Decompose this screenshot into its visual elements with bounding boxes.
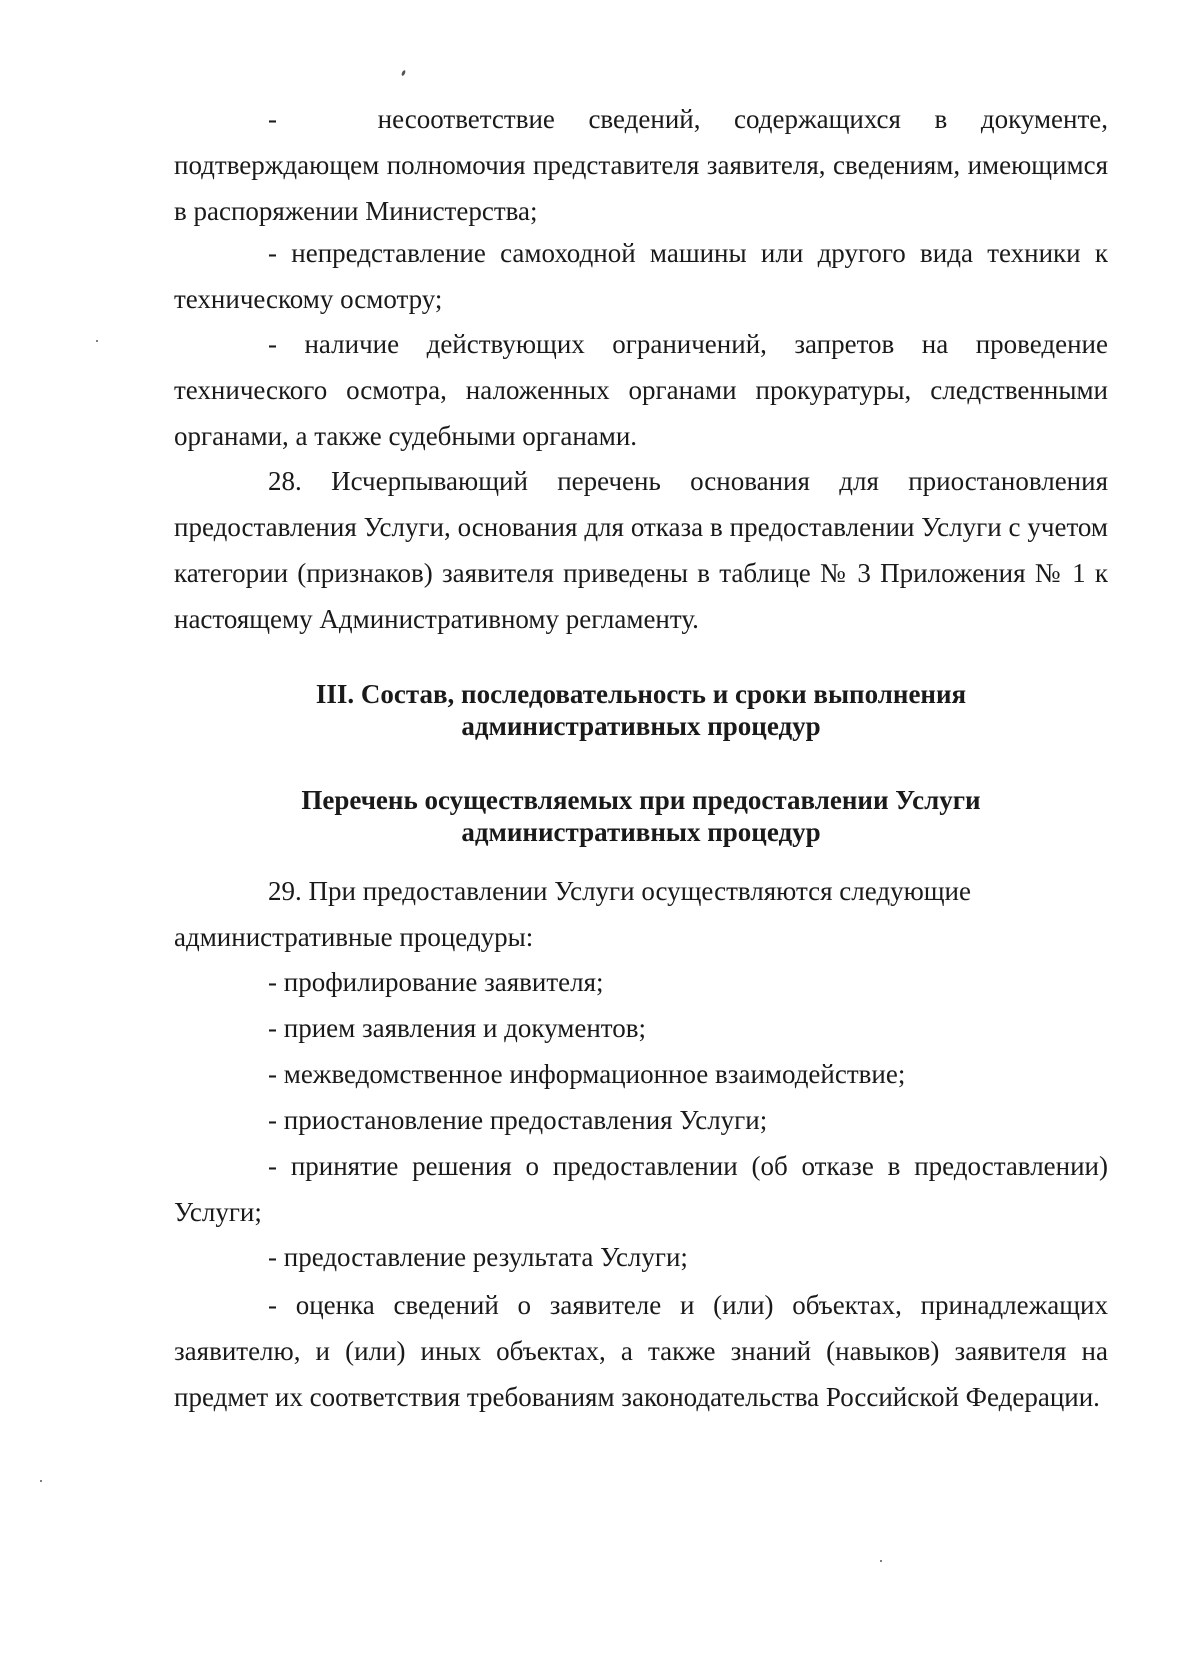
subsection-heading-line-2: административных процедур xyxy=(461,817,821,847)
procedure-item: - прием заявления и документов; xyxy=(268,1013,646,1043)
procedure-item-assessment: - оценка сведений о заявителе и (или) объектах, принадлежащих заявителю, и (или) иных объектах, а также знаний (навыков) заявителя на предмет их соответствия требованиям законодательства Российской Федерации. xyxy=(174,1290,1108,1412)
procedure-item: - приостановление предоставления Услуги; xyxy=(268,1105,768,1135)
paragraph-non-presentation: - непредставление самоходной машины или другого вида техники к техническому осмотру; xyxy=(174,238,1108,314)
scan-speck xyxy=(96,340,98,342)
paragraph-discrepancy: - несоответствие сведений, содержащихся в документе, подтверждающем полномочия представителя заявителя, сведениям, имеющимся в распоряжении Министерства; xyxy=(174,104,1108,226)
procedure-item-decision: - принятие решения о предоставлении (об отказе в предоставлении) Услуги; xyxy=(174,1151,1108,1227)
subsection-heading-line-1: Перечень осуществляемых при предоставлении Услуги xyxy=(301,785,981,815)
paragraph-restrictions: - наличие действующих ограничений, запретов на проведение технического осмотра, наложенных органами прокуратуры, следственными органами, а также судебными органами. xyxy=(174,329,1108,451)
section-heading xyxy=(174,678,1108,742)
procedure-item-result: - предоставление результата Услуги; xyxy=(268,1242,688,1272)
scan-speck xyxy=(40,1480,42,1482)
item-29-line-1: 29. При предоставлении Услуги осуществляются следующие xyxy=(268,876,971,906)
scan-speck xyxy=(880,1560,882,1562)
paragraph-28: 28. Исчерпывающий перечень основания для приостановления предоставления Услуги, основания для отказа в предоставлении Услуги с учетом категории (признаков) заявителя приведены в таблице № 3 Приложения № 1 к настоящему Административному регламенту. xyxy=(174,466,1108,634)
scan-speck xyxy=(401,70,406,77)
subsection-heading xyxy=(174,784,1108,848)
item-29-line-2: административные процедуры: xyxy=(174,922,534,952)
section-heading-line-2: административных процедур xyxy=(461,711,821,741)
section-heading-line-1: III. Состав, последовательность и сроки выполнения xyxy=(315,679,967,709)
procedure-item: - межведомственное информационное взаимодействие; xyxy=(268,1059,906,1089)
procedure-item: - профилирование заявителя; xyxy=(268,967,604,997)
